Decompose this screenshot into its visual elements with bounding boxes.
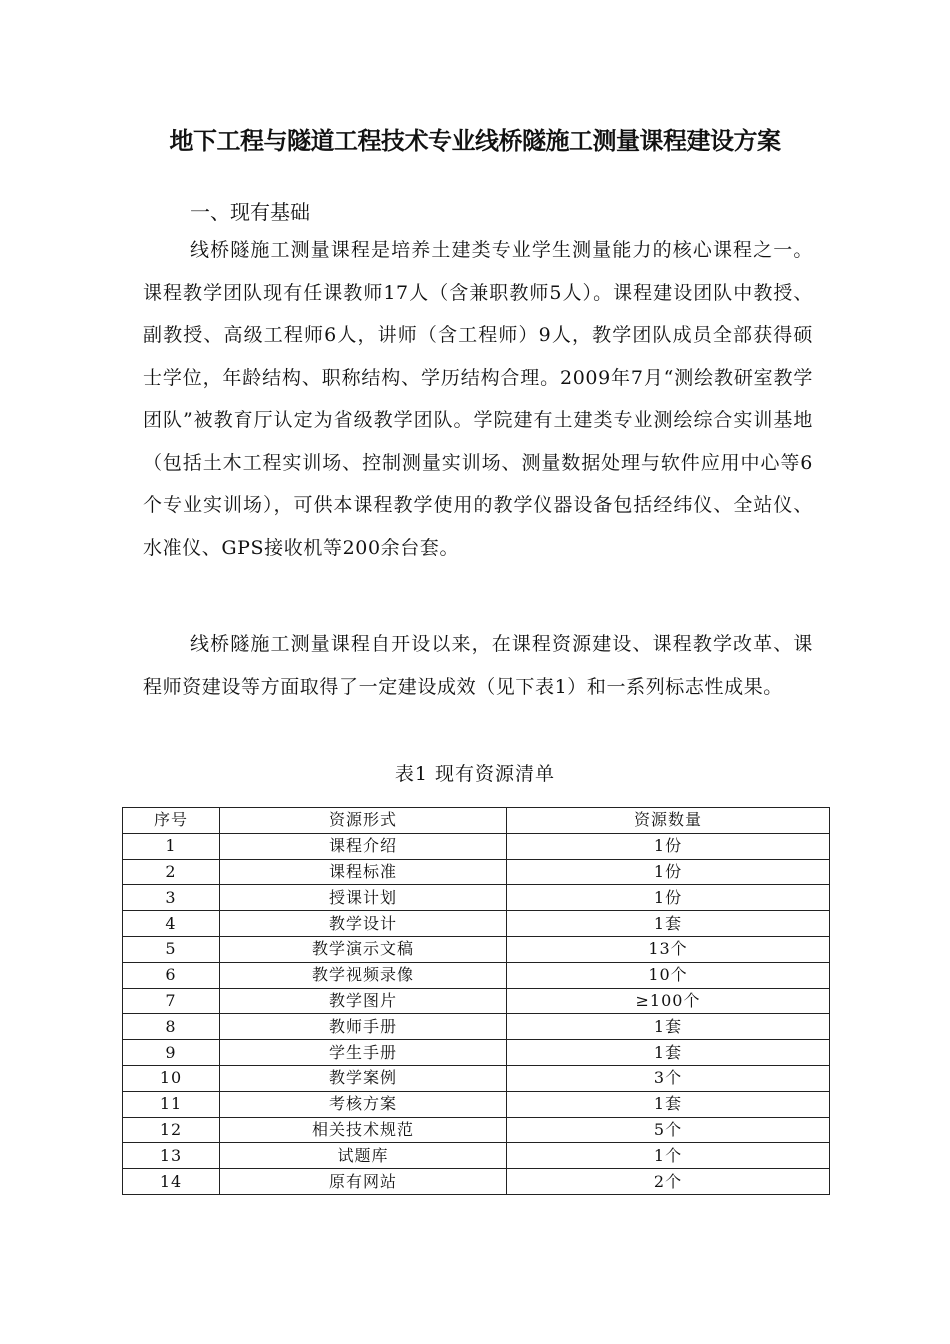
table-row <box>123 988 830 1014</box>
cell-resource-type: 原有网站 <box>220 1169 507 1195</box>
cell-resource-count: 1套 <box>507 1040 830 1066</box>
table-body <box>123 833 830 1194</box>
cell-index: 8 <box>123 1014 220 1040</box>
cell-resource-type: 学生手册 <box>220 1040 507 1066</box>
header-index: 序号 <box>123 808 220 834</box>
cell-index: 6 <box>123 962 220 988</box>
table-row <box>123 1065 830 1091</box>
section-heading: 一、现有基础 <box>190 200 310 224</box>
table-row <box>123 885 830 911</box>
cell-resource-type: 教师手册 <box>220 1014 507 1040</box>
cell-resource-count: 1套 <box>507 911 830 937</box>
table-header-row <box>123 808 830 834</box>
table-row <box>123 1143 830 1169</box>
paragraph-achievements: 线桥隧施工测量课程自开设以来，在课程资源建设、课程教学改革、课程师资建设等方面取得了一定建设成效（见下表1）和一系列标志性成果。 <box>143 633 813 698</box>
table-row <box>123 936 830 962</box>
header-resource-count: 资源数量 <box>507 808 830 834</box>
cell-index: 14 <box>123 1169 220 1195</box>
cell-index: 10 <box>123 1065 220 1091</box>
cell-resource-type: 教学视频录像 <box>220 962 507 988</box>
cell-index: 3 <box>123 885 220 911</box>
cell-index: 11 <box>123 1091 220 1117</box>
cell-index: 5 <box>123 936 220 962</box>
cell-index: 1 <box>123 833 220 859</box>
cell-index: 2 <box>123 859 220 885</box>
cell-resource-count: 5个 <box>507 1117 830 1143</box>
cell-resource-type: 课程标准 <box>220 859 507 885</box>
table-row <box>123 1091 830 1117</box>
cell-resource-type: 教学演示文稿 <box>220 936 507 962</box>
cell-resource-type: 考核方案 <box>220 1091 507 1117</box>
cell-resource-count: 3个 <box>507 1065 830 1091</box>
table-caption: 表1 现有资源清单 <box>394 763 556 785</box>
cell-resource-type: 试题库 <box>220 1143 507 1169</box>
cell-resource-type: 教学设计 <box>220 911 507 937</box>
cell-index: 12 <box>123 1117 220 1143</box>
table-row <box>123 859 830 885</box>
cell-resource-count: 1份 <box>507 833 830 859</box>
resource-table <box>122 807 830 1195</box>
cell-resource-count: 2个 <box>507 1169 830 1195</box>
cell-resource-count: ≥100个 <box>507 988 830 1014</box>
table-row <box>123 1169 830 1195</box>
cell-resource-count: 13个 <box>507 936 830 962</box>
cell-resource-type: 教学图片 <box>220 988 507 1014</box>
table-row <box>123 911 830 937</box>
table-row <box>123 1014 830 1040</box>
cell-resource-type: 相关技术规范 <box>220 1117 507 1143</box>
cell-resource-type: 教学案例 <box>220 1065 507 1091</box>
document-title: 地下工程与隧道工程技术专业线桥隧施工测量课程建设方案 <box>169 127 781 155</box>
paragraph-existing-foundation: 线桥隧施工测量课程是培养土建类专业学生测量能力的核心课程之一。课程教学团队现有任课教师17人（含兼职教师5人）。课程建设团队中教授、副教授、高级工程师6人，讲师（含工程师）9人，教学团队成员全部获得硕士学位，年龄结构、职称结构、学历结构合理。2009年7月“测绘教研室教学团队”被教育厅认定为省级教学团队。学院建有土建类专业测绘综合实训基地（包括土木工程实训场、控制测量实训场、测量数据处理与软件应用中心等6个专业实训场），可供本课程教学使用的教学仪器设备包括经纬仪、全站仪、水准仪、GPS接收机等200余台套。 <box>143 239 813 559</box>
cell-resource-type: 课程介绍 <box>220 833 507 859</box>
cell-resource-count: 1份 <box>507 885 830 911</box>
cell-index: 9 <box>123 1040 220 1066</box>
table-row <box>123 833 830 859</box>
cell-index: 13 <box>123 1143 220 1169</box>
cell-resource-count: 1套 <box>507 1091 830 1117</box>
cell-index: 7 <box>123 988 220 1014</box>
table-row <box>123 1040 830 1066</box>
table-row <box>123 1117 830 1143</box>
table-row <box>123 962 830 988</box>
cell-resource-count: 10个 <box>507 962 830 988</box>
cell-resource-count: 1个 <box>507 1143 830 1169</box>
cell-resource-count: 1套 <box>507 1014 830 1040</box>
cell-resource-count: 1份 <box>507 859 830 885</box>
cell-resource-type: 授课计划 <box>220 885 507 911</box>
header-resource-type: 资源形式 <box>220 808 507 834</box>
cell-index: 4 <box>123 911 220 937</box>
